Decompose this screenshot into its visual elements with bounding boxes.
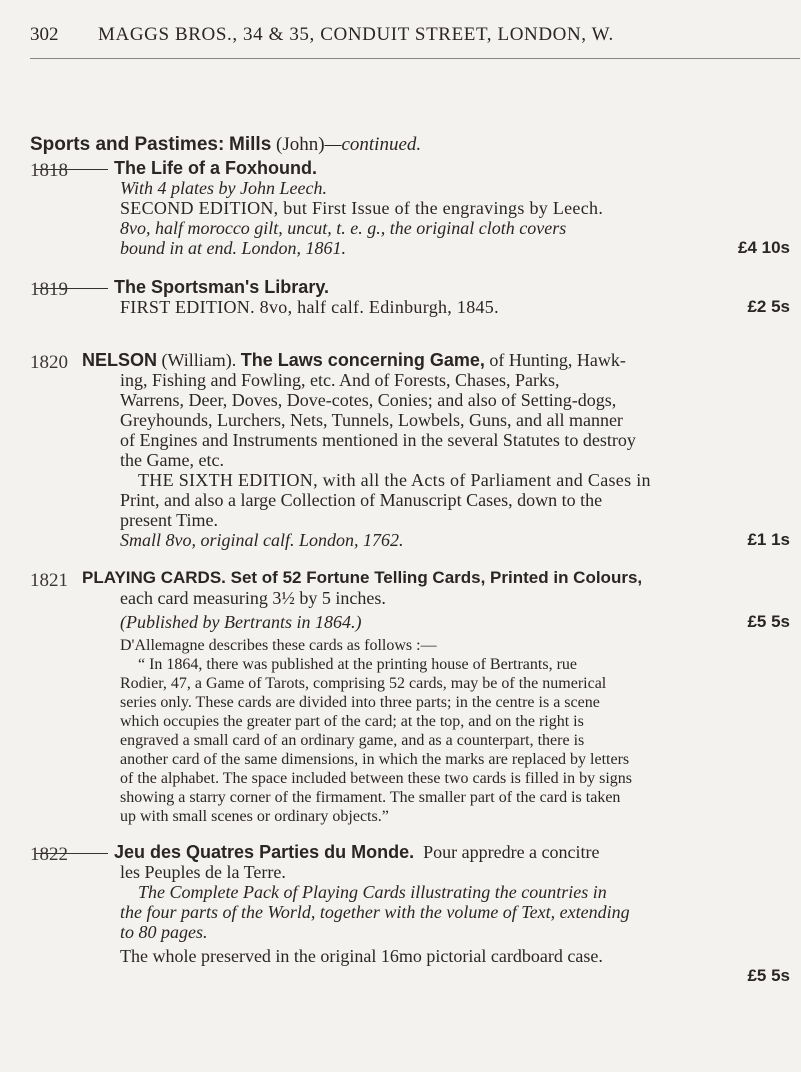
entry-line: THE SIXTH EDITION, with all the Acts of Parliament and Cases in bbox=[138, 470, 651, 490]
quote-line: up with small scenes or ordinary objects.” bbox=[120, 808, 389, 825]
running-head: MAGGS BROS., 34 & 35, CONDUIT STREET, LONDON, W. bbox=[98, 24, 614, 45]
entry-line: SECOND EDITION, but First Issue of the engravings by Leech. bbox=[120, 198, 604, 218]
entry-line: to 80 pages. bbox=[120, 922, 208, 942]
price: £1 1s bbox=[747, 530, 790, 549]
section-author: Mills bbox=[229, 134, 272, 155]
entry-line: The Complete Pack of Playing Cards illustrating the countries in bbox=[138, 882, 607, 902]
entry-line: each card measuring 3½ by 5 inches. bbox=[120, 588, 386, 608]
dash-rule bbox=[36, 169, 108, 170]
entry-title: Jeu des Quatres Parties du Monde. bbox=[114, 842, 415, 862]
quote-line: “ In 1864, there was published at the printing house of Bertrants, rue bbox=[138, 656, 577, 673]
quote-line: series only. These cards are divided into three parts; in the centre is a scene bbox=[120, 694, 600, 711]
entry-body bbox=[112, 842, 790, 986]
section-title: Sports and Pastimes: bbox=[30, 134, 225, 155]
lot-number: 1822 bbox=[30, 844, 68, 865]
section-continued: —continued. bbox=[324, 134, 422, 155]
entry-title: PLAYING CARDS. Set of 52 Fortune Telling Cards, Printed in Colours, bbox=[82, 568, 643, 587]
dash-rule bbox=[36, 853, 108, 854]
entry-author-first: (William). bbox=[161, 350, 237, 370]
price: £2 5s bbox=[747, 297, 790, 316]
quote-line: another card of the same dimensions, in which the marks are replaced by letters bbox=[120, 751, 630, 768]
lot-number: 1818 bbox=[30, 160, 68, 181]
quote-line: showing a starry corner of the firmament. The smaller part of the card is taken bbox=[120, 789, 621, 806]
section-heading bbox=[30, 132, 421, 158]
entry-title: The Life of a Foxhound. bbox=[114, 158, 317, 178]
entry-text: Pour appredre a concitre bbox=[423, 842, 600, 862]
entry-line: Print, and also a large Collection of Manuscript Cases, down to the bbox=[120, 490, 603, 510]
lot-number: 1821 bbox=[30, 570, 68, 591]
quote-line: of the alphabet. The space included between these two cards is filled in by signs bbox=[120, 770, 632, 787]
entry-body bbox=[112, 158, 790, 258]
price: £4 10s bbox=[738, 238, 790, 257]
lot-number: 1819 bbox=[30, 279, 68, 300]
dash-rule bbox=[36, 288, 108, 289]
entry-title: The Laws concerning Game, bbox=[240, 350, 485, 370]
entry-line: present Time. bbox=[120, 510, 219, 530]
entry-line: Greyhounds, Lurchers, Nets, Tunnels, Lowbels, Guns, and all manner bbox=[120, 410, 623, 430]
entry-body bbox=[112, 277, 790, 317]
quote-line: which occupies the greater part of the card; at the top, and on the right is bbox=[120, 713, 584, 730]
entry-line: of Engines and Instruments mentioned in the several Statutes to destroy bbox=[120, 430, 636, 450]
entry-line: les Peuples de la Terre. bbox=[120, 862, 286, 882]
entry-line: Warrens, Deer, Doves, Dove-cotes, Conies; and also of Setting-dogs, bbox=[120, 390, 617, 410]
entry-line: ing, Fishing and Fowling, etc. And of Forests, Chases, Parks, bbox=[120, 370, 560, 390]
entry-line: Small 8vo, original calf. London, 1762. bbox=[120, 530, 404, 550]
price: £5 5s bbox=[747, 612, 790, 631]
entry-body bbox=[82, 350, 790, 550]
entry-line: 8vo, half morocco gilt, uncut, t. e. g., the original cloth covers bbox=[120, 218, 567, 238]
entry-line: The whole preserved in the original 16mo pictorial cardboard case. bbox=[120, 946, 603, 966]
section-author-first: (John) bbox=[276, 134, 325, 155]
page-number: 302 bbox=[30, 24, 59, 45]
entry-text: of Hunting, Hawk- bbox=[489, 350, 626, 370]
lot-number: 1820 bbox=[30, 352, 68, 373]
price: £5 5s bbox=[747, 966, 790, 985]
entry-title: The Sportsman's Library. bbox=[114, 277, 329, 297]
quote-line: Rodier, 47, a Game of Tarots, comprising 52 cards, may be of the numerical bbox=[120, 675, 607, 692]
entry-author: NELSON bbox=[82, 350, 158, 370]
entry-body bbox=[82, 568, 790, 826]
entry-line: (Published by Bertrants in 1864.) bbox=[120, 612, 362, 632]
entry-line: D'Allemagne describes these cards as follows :— bbox=[120, 637, 437, 654]
entry-line: FIRST EDITION. 8vo, half calf. Edinburgh, 1845. bbox=[120, 297, 499, 317]
header-rule bbox=[30, 58, 800, 59]
quote-line: engraved a small card of an ordinary game, and as a counterpart, there is bbox=[120, 732, 585, 749]
entry-line: With 4 plates by John Leech. bbox=[120, 178, 327, 198]
entry-line: the four parts of the World, together with the volume of Text, extending bbox=[120, 902, 630, 922]
entry-line: bound in at end. London, 1861. bbox=[120, 238, 347, 258]
page-header bbox=[30, 24, 790, 56]
entry-line: the Game, etc. bbox=[120, 450, 224, 470]
